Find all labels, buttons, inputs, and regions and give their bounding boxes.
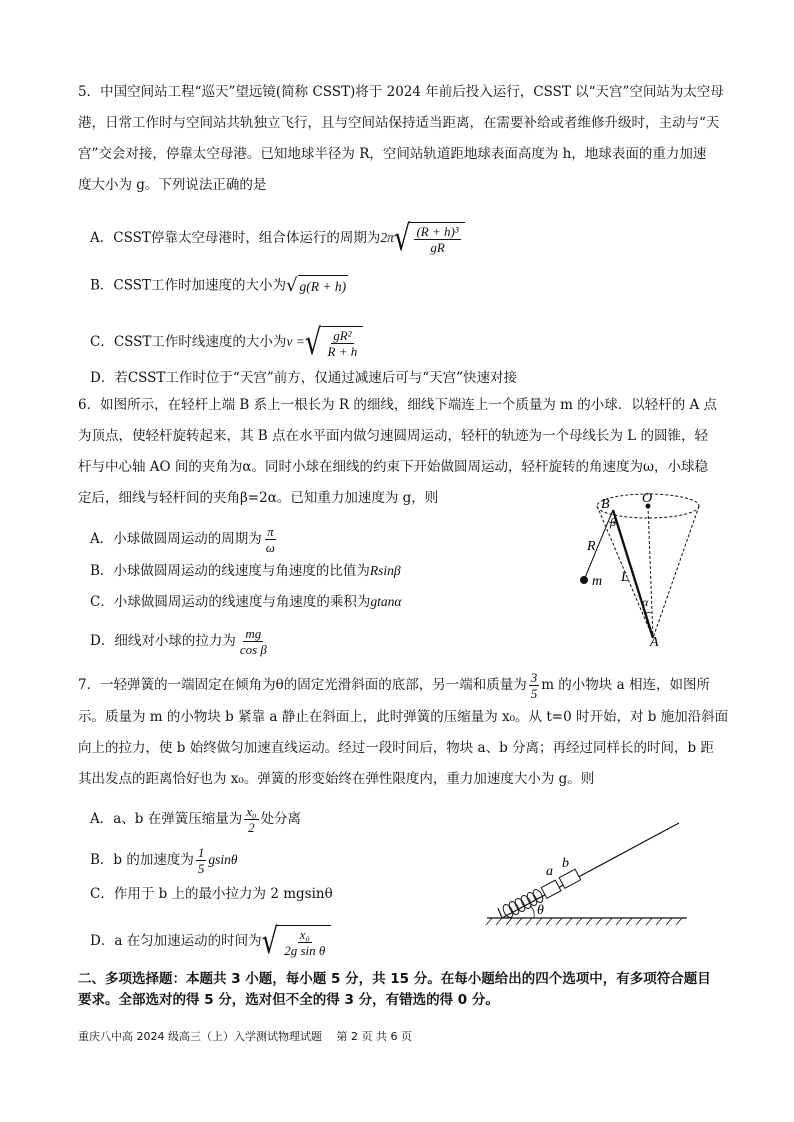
q7-incline-figure bbox=[482, 815, 692, 930]
label-alpha: α bbox=[642, 595, 649, 609]
q7-option-b bbox=[90, 845, 238, 876]
q6-option-d-num: mg bbox=[245, 626, 262, 641]
q7-option-d bbox=[90, 921, 331, 962]
q6-option-a-num: π bbox=[267, 524, 274, 539]
q6-option-a-text: A．小球做圆周运动的周期为 bbox=[90, 531, 262, 547]
q7-option-d-num: x₀ bbox=[299, 927, 310, 942]
q7-option-d-sqrt: √ $\frac{\text{x₀}}{\text{2g sin θ}}$ bbox=[262, 925, 332, 958]
incline-line bbox=[502, 823, 679, 918]
q6-option-a bbox=[90, 524, 279, 555]
q6-option-d-den: cos β bbox=[239, 642, 267, 657]
q7-option-a-num: x₀ bbox=[246, 804, 257, 819]
q7-frac-num: 3 bbox=[530, 670, 538, 685]
q6-option-c bbox=[90, 592, 401, 612]
q6-option-b bbox=[90, 561, 401, 581]
q7-option-a-tail: 处分离 bbox=[260, 811, 302, 827]
label-a: A bbox=[650, 635, 659, 648]
q7-option-b-tail: gsinθ bbox=[208, 852, 238, 867]
q5-stem-line2: 港，日常工作时与空间站共轨独立飞行，且与空间站保持适当距离，在需要补给或者维修升级时，主动与“天 bbox=[78, 115, 720, 131]
label-o: O bbox=[642, 491, 653, 506]
q5-option-a-text: A．CSST停靠太空母港时，组合体运行的周期为 bbox=[90, 230, 381, 246]
q6-option-b-expr: Rsinβ bbox=[369, 563, 401, 578]
q5-option-a-coef: 2π bbox=[380, 230, 394, 245]
q5-option-c-den: R + h bbox=[327, 344, 358, 359]
section2-heading-line1: 二、多项选择题：本题共 3 小题，每小题 5 分，共 15 分。在每小题给出的四个选项中，有多项符合题目 bbox=[78, 971, 711, 987]
q7-option-c: C．作用于 b 上的最小拉力为 2 mgsinθ bbox=[90, 886, 333, 902]
q7-stem-line2: 示。质量为 m 的小物块 b 紧靠 a 静止在斜面上，此时弹簧的压缩量为 x₀。从 t=0 时开始，对 b 施加沿斜面 bbox=[78, 709, 729, 725]
label-beta: β bbox=[610, 515, 616, 529]
q7-stem-line3: 向上的拉力，使 b 始终做匀加速直线运动。经过一段时间后，物块 a、b 分离；再经过同样长的时间，b 距 bbox=[78, 740, 714, 756]
q7-option-d-den: 2g sin θ bbox=[284, 943, 326, 958]
q6-option-c-expr: gtanα bbox=[370, 594, 402, 609]
label-theta: θ bbox=[537, 903, 544, 918]
q5-option-a-sqrt: √ $\frac{\text{(R + h)³}}{gR}$ bbox=[394, 222, 465, 255]
q7-option-a-den: 2 bbox=[248, 820, 255, 835]
q5-option-b-text: B．CSST工作时加速度的大小为 bbox=[90, 277, 287, 294]
q7-option-a-text: A．a、b 在弹簧压缩量为 bbox=[90, 811, 243, 827]
q7-option-b-num: 1 bbox=[197, 845, 205, 860]
q7-option-b-text: B．b 的加速度为 bbox=[90, 852, 194, 868]
q7-stem-line4: 其出发点的距离恰好也为 x₀。弹簧的形变始终在弹性限度内，重力加速度大小为 g。则 bbox=[78, 771, 595, 787]
q6-cone-figure bbox=[565, 488, 705, 648]
q6-option-d bbox=[90, 626, 271, 657]
q5-option-c bbox=[90, 322, 363, 363]
label-b: B bbox=[601, 497, 610, 512]
q5-option-a bbox=[90, 218, 465, 259]
label-b: b bbox=[562, 856, 569, 871]
q7-stem-line1-a: 7．一轻弹簧的一端固定在倾角为θ的固定光滑斜面的底部，另一端和质量为 bbox=[78, 677, 527, 693]
cone-right-edge bbox=[653, 506, 699, 638]
q7-option-b-den: 5 bbox=[197, 861, 205, 876]
label-r: R bbox=[587, 539, 596, 554]
q5-option-c-sqrt: √ $\frac{\text{gR²}}{R + h}$ bbox=[305, 326, 363, 359]
q5-option-a-den: gR bbox=[430, 240, 445, 255]
label-a: a bbox=[546, 864, 553, 879]
q5-option-c-num: gR² bbox=[333, 328, 352, 343]
q7-option-d-text: D．a 在匀加速运动的时间为 bbox=[90, 933, 262, 949]
label-m: m bbox=[592, 574, 603, 589]
q7-option-a bbox=[90, 804, 301, 835]
ball-m bbox=[580, 576, 588, 584]
q5-stem-line4: 度大小为 g。下列说法正确的是 bbox=[78, 177, 267, 193]
q5-option-b-sqrt: √ g(R + h) bbox=[286, 275, 347, 296]
light-rod-ab bbox=[613, 510, 653, 638]
q5-stem-line3: 宫”交会对接，停靠太空母港。已知地球半径为 R，空间站轨道距地球表面高度为 h，地球表面的重力加速 bbox=[78, 146, 707, 162]
q5-option-c-text: C．CSST工作时线速度的大小为 bbox=[90, 334, 287, 350]
q6-option-c-text: C．小球做圆周运动的线速度与角速度的乘积为 bbox=[90, 594, 371, 610]
q6-stem-line2: 为顶点，使轻杆旋转起来，其 B 点在水平面内做匀速圆周运动，轻杆的轨迹为一个母线长为 L 的圆锥，轻 bbox=[78, 428, 709, 444]
section2-heading-line2: 要求。全部选对的得 5 分，选对但不全的得 3 分，有错选的得 0 分。 bbox=[78, 992, 499, 1008]
q6-option-b-text: B．小球做圆周运动的线速度与角速度的比值为 bbox=[90, 563, 370, 579]
q7-stem-line1 bbox=[78, 670, 710, 701]
q5-option-c-v: v = bbox=[286, 334, 305, 349]
q6-option-a-den: ω bbox=[265, 540, 275, 555]
cone-axis-ao bbox=[648, 506, 653, 638]
page-footer: 重庆八中高 2024 级高三（上）入学测试物理试题 第 2 页 共 6 页 bbox=[78, 1030, 412, 1043]
q5-stem-line1: 5．中国空间站工程“巡天”望远镜(简称 CSST)将于 2024 年前后投入运行，CSST 以“天宫”空间站为太空母 bbox=[78, 84, 724, 100]
spring-base-wall bbox=[498, 908, 502, 918]
q5-option-b-expr: g(R + h) bbox=[298, 275, 349, 297]
q6-stem-line3: 杆与中心轴 AO 间的夹角为α。同时小球在细线的约束下开始做圆周运动，轻杆旋转的角速度为ω，小球稳 bbox=[78, 459, 709, 475]
label-l: L bbox=[621, 570, 629, 585]
q7-stem-line1-b: m 的小物块 a 相连，如图所 bbox=[541, 677, 710, 693]
ground-hatching bbox=[486, 918, 682, 925]
theta-arc bbox=[531, 906, 534, 918]
q5-option-d: D．若CSST工作时位于“天宫”前方，仅通过减速后可与“天宫”快速对接 bbox=[90, 370, 518, 386]
q6-stem-line4: 定后，细线与轻杆间的夹角β=2α。已知重力加速度为 g，则 bbox=[78, 490, 439, 506]
q5-option-a-num: (R + h)³ bbox=[416, 224, 459, 239]
q6-stem-line1: 6．如图所示，在轻杆上端 B 系上一根长为 R 的细线，细线下端连上一个质量为 m 的小球．以轻杆的 A 点 bbox=[78, 397, 718, 413]
q7-frac-den: 5 bbox=[530, 686, 538, 701]
q6-option-d-text: D．细线对小球的拉力为 bbox=[90, 633, 236, 649]
q5-option-b bbox=[90, 275, 348, 297]
